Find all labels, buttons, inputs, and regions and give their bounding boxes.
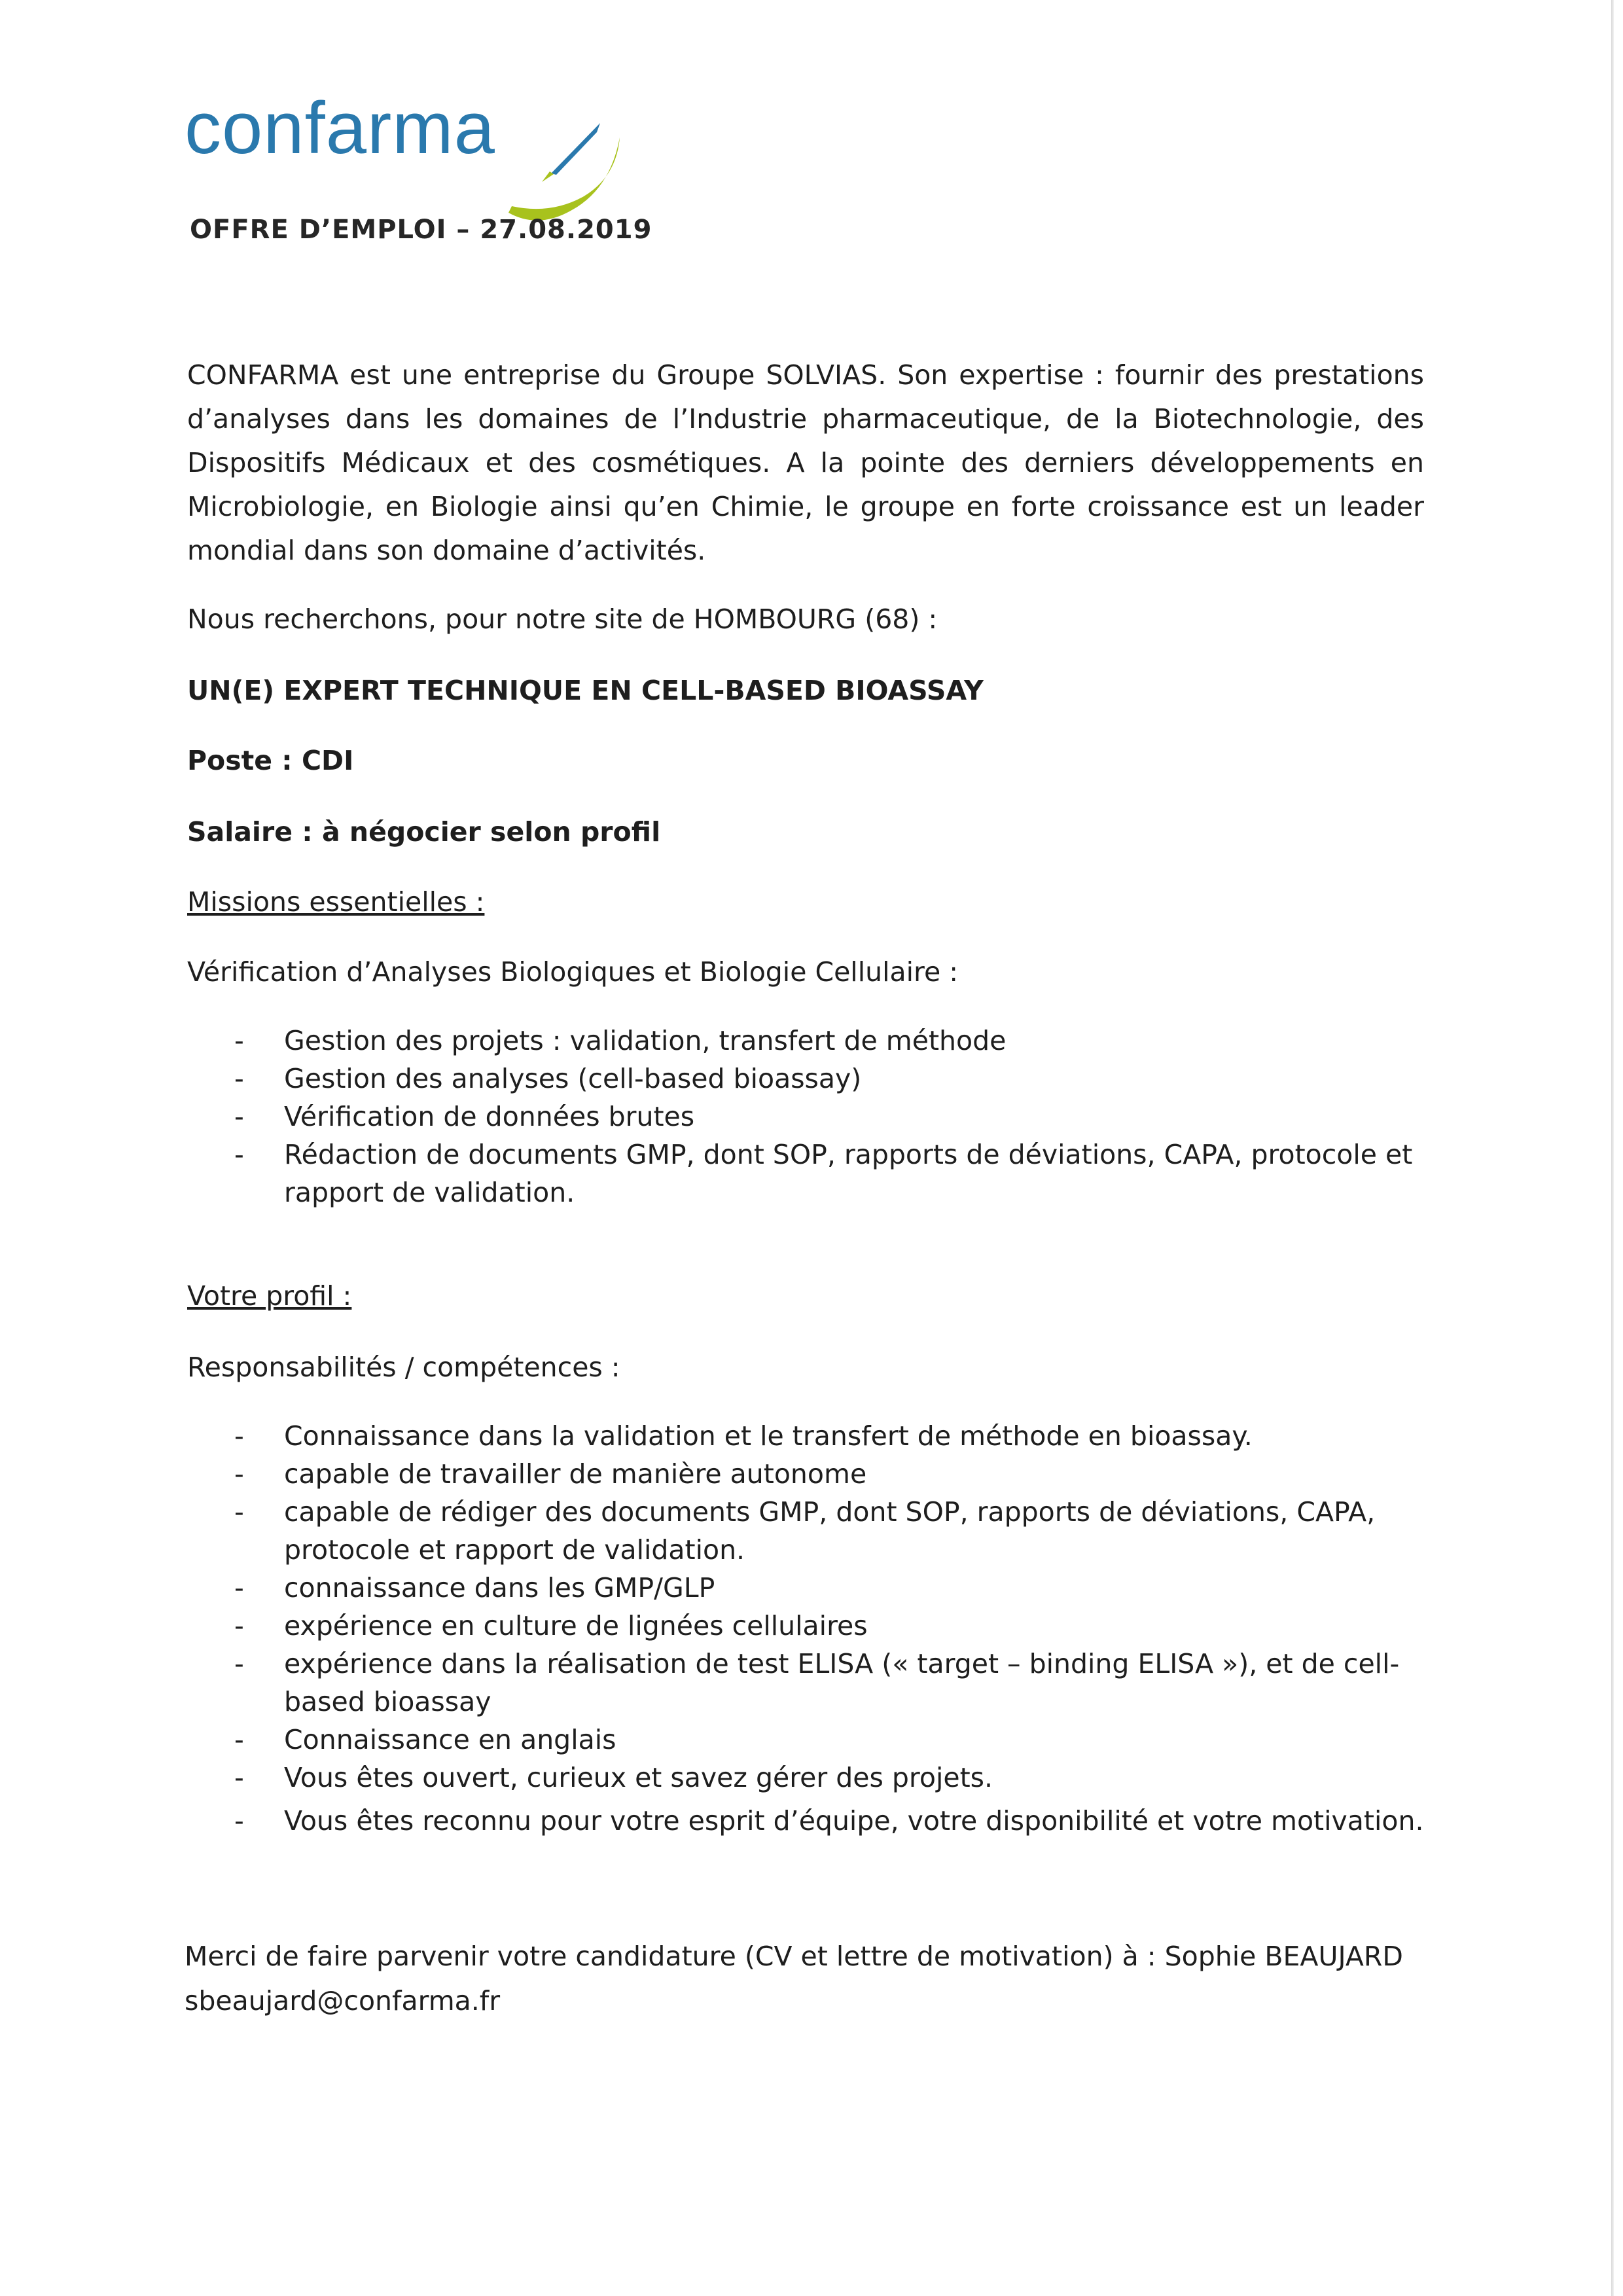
contact-block xyxy=(185,1934,1421,2023)
list-item-text: Vérification de données brutes xyxy=(284,1101,695,1132)
list-item xyxy=(187,1569,1424,1607)
bullet-dash: - xyxy=(234,1762,244,1793)
list-item xyxy=(187,1645,1424,1721)
bullet-dash: - xyxy=(234,1572,244,1604)
list-item-text: Connaissance dans la validation et le transfert de méthode en bioassay. xyxy=(284,1420,1253,1452)
salary: Salaire : à négocier selon profil xyxy=(187,816,661,848)
list-item xyxy=(187,1417,1424,1455)
list-item-text: Vous êtes reconnu pour votre esprit d’équipe, votre disponibilité et votre motivation. xyxy=(284,1805,1424,1837)
list-item xyxy=(187,1759,1424,1797)
list-item xyxy=(187,1607,1424,1645)
list-item-text: capable de travailler de manière autonome xyxy=(284,1458,867,1490)
bullet-dash: - xyxy=(234,1139,244,1170)
list-item-text: capable de rédiger des documents GMP, dont SOP, rapports de déviations, CAPA, protocole et rapport de validation. xyxy=(284,1496,1376,1566)
list-item-text: Connaissance en anglais xyxy=(284,1724,616,1755)
logo-swoosh-icon xyxy=(486,98,636,229)
bullet-dash: - xyxy=(234,1025,244,1056)
list-item-text: expérience en culture de lignées cellulaires xyxy=(284,1610,868,1641)
bullet-dash: - xyxy=(234,1101,244,1132)
list-item xyxy=(187,1802,1424,1840)
list-item-text: Gestion des projets : validation, transfert de méthode xyxy=(284,1025,1007,1056)
contact-text: Merci de faire parvenir votre candidature (CV et lettre de motivation) à : Sophie BEAUJARD xyxy=(185,1941,1403,1972)
bullet-dash: - xyxy=(234,1420,244,1452)
bullet-dash: - xyxy=(234,1063,244,1094)
logo-text: confarma xyxy=(185,87,495,169)
offer-content xyxy=(187,353,1424,1840)
list-item xyxy=(187,1022,1424,1060)
company-intro: CONFARMA est une entreprise du Groupe SOLVIAS. Son expertise : fournir des prestations d’analyses dans les domaines de l’Industrie pharmaceutique, de la Biotechnologie, des Dispositifs Médicaux et des cosmétiques. A la pointe des derniers développements en Microbiologie, en Biologie ainsi qu’en Chimie, le groupe en forte croissance est un leader mondial dans son domaine d’activités. xyxy=(187,359,1424,566)
confarma-logo xyxy=(185,87,630,223)
list-item xyxy=(187,1060,1424,1098)
list-item xyxy=(187,1098,1424,1136)
bullet-dash: - xyxy=(234,1496,244,1528)
missions-heading: Missions essentielles : xyxy=(187,886,485,918)
missions-list xyxy=(187,1022,1424,1211)
offer-title: OFFRE D’EMPLOI – 27.08.2019 xyxy=(190,215,652,245)
list-item xyxy=(187,1455,1424,1493)
list-item-text: Rédaction de documents GMP, dont SOP, rapports de déviations, CAPA, protocole et rapport de validation. xyxy=(284,1139,1413,1208)
list-item-text: expérience dans la réalisation de test ELISA (« target – binding ELISA »), et de cell-based bioassay xyxy=(284,1648,1400,1717)
missions-subheading: Vérification d’Analyses Biologiques et Biologie Cellulaire : xyxy=(187,956,959,988)
profile-subheading: Responsabilités / compétences : xyxy=(187,1352,620,1383)
bullet-dash: - xyxy=(234,1610,244,1641)
list-item xyxy=(187,1493,1424,1569)
profile-heading: Votre profil : xyxy=(187,1280,352,1312)
list-item xyxy=(187,1136,1424,1211)
bullet-dash: - xyxy=(234,1648,244,1679)
job-title: UN(E) EXPERT TECHNIQUE EN CELL-BASED BIOASSAY xyxy=(187,675,984,706)
bullet-dash: - xyxy=(234,1458,244,1490)
contract-type: Poste : CDI xyxy=(187,745,354,776)
bullet-dash: - xyxy=(234,1724,244,1755)
scan-edge xyxy=(1611,0,1614,2296)
list-item-text: connaissance dans les GMP/GLP xyxy=(284,1572,715,1604)
list-item xyxy=(187,1721,1424,1759)
list-item-text: Vous êtes ouvert, curieux et savez gérer des projets. xyxy=(284,1762,993,1793)
search-statement: Nous recherchons, pour notre site de HOMBOURG (68) : xyxy=(187,603,938,635)
profile-list xyxy=(187,1417,1424,1840)
bullet-dash: - xyxy=(234,1805,244,1837)
list-item-text: Gestion des analyses (cell-based bioassay) xyxy=(284,1063,862,1094)
contact-email[interactable]: sbeaujard@confarma.fr xyxy=(185,1985,501,2017)
